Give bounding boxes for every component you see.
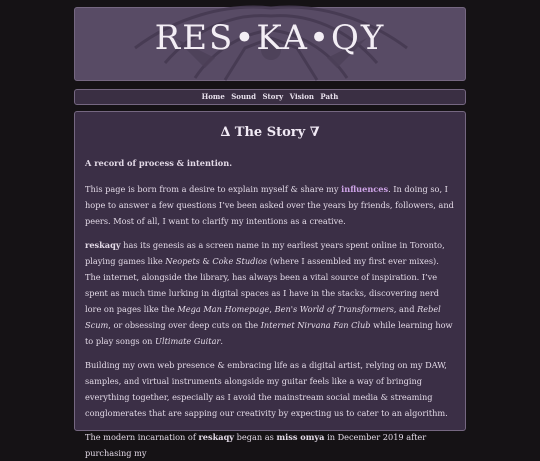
site-logo[interactable]: RES•KA•QY (154, 18, 386, 58)
lead-text: A record of process & intention. (85, 158, 233, 168)
megaman-ref: Mega Man Homepage (177, 304, 270, 314)
site-banner (74, 7, 466, 81)
genesis-text-e: , or obsessing over deep cuts on the (108, 320, 261, 330)
nirvana-ref: Internet Nirvana Fan Club (260, 320, 371, 330)
main-nav (74, 89, 466, 105)
page-title: ∆ The Story ∇ (220, 125, 320, 140)
nav-vision-link[interactable]: Vision (289, 92, 314, 101)
modern-text-a: The modern incarnation of (85, 432, 199, 442)
artist-name: reskaqy (85, 240, 121, 250)
content-panel (74, 111, 466, 458)
coke-studios-ref: Coke Studios (212, 256, 268, 266)
nav-story-link[interactable]: Story (262, 92, 284, 101)
nav-path-link[interactable]: Path (320, 92, 339, 101)
paragraph-intro (85, 181, 455, 229)
genesis-amp: & (199, 256, 213, 266)
intro-text-b: . In doing so, I hope to answer a few questions I’ve been asked over the years by friends, followers, and peers. Most of all, I want to clarify my intentions as a creative. (85, 184, 454, 226)
genesis-text-d: , and (393, 304, 418, 314)
nav-sound-link[interactable]: Sound (231, 92, 257, 101)
genesis-text-b: (where I assembled my first ever mixes). The internet, alongside the library, has always been a vital source of inspiration. I’ve spent as much time lurking in digital spaces as I have in the stacks, discovering nerd lore on pages like the (85, 256, 439, 314)
paragraph-modern (85, 429, 455, 461)
genesis-period: . (220, 336, 223, 346)
modern-text-b: began as (234, 432, 277, 442)
ultimate-guitar-ref: Ultimate Guitar (155, 336, 221, 346)
artist-name-2: reskaqy (198, 432, 235, 442)
genesis-comma: , (269, 304, 275, 314)
rebel-scum-ref: Rebel Scum (85, 304, 441, 330)
influences-link[interactable]: influences (341, 184, 389, 194)
paragraph-web-presence: Building my own web presence & embracing life as a digital artist, relying on my DAW, samples, and virtual instruments alongside my guitar feels like a way of bringing everything together, especially as I avoid the mainstream social media & streaming conglomerates that are sapping our creativity by expecting us to cater to an algorithm. (85, 360, 448, 418)
nav-home-link[interactable]: Home (201, 92, 225, 101)
modern-text-c: in December 2019 after purchasing my (85, 432, 427, 458)
page-container (74, 7, 466, 458)
alias-name: miss omya (276, 432, 325, 442)
genesis-text-a: has its genesis as a screen name in my earliest years spent online in Toronto, playing games like (85, 240, 445, 266)
bens-world-ref: Ben's World of Transformers (274, 304, 394, 314)
intro-text-a: This page is born from a desire to explain myself & share my (85, 184, 342, 194)
genesis-text-f: while learning how to play songs on (85, 320, 453, 346)
paragraph-genesis (85, 237, 455, 349)
neopets-ref: Neopets (165, 256, 200, 266)
